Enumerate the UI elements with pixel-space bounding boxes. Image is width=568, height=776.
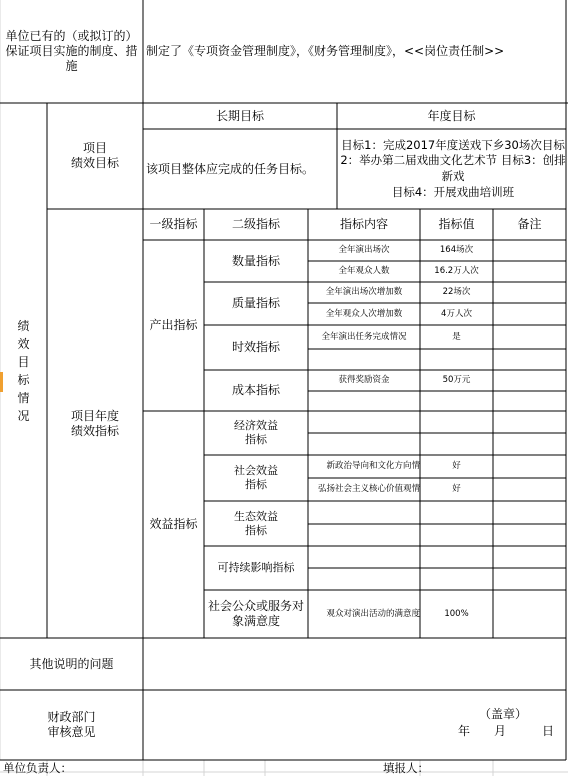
value-award-funds[interactable]: 50万元 bbox=[442, 375, 471, 386]
header-content: 指标内容 bbox=[339, 217, 388, 231]
finance-review-label: 财政部门 审核意见 bbox=[47, 710, 96, 739]
other-issues-label: 其他说明的问题 bbox=[29, 656, 114, 671]
level2-timeliness: 时效指标 bbox=[231, 340, 280, 354]
header-level2: 二级指标 bbox=[231, 217, 280, 231]
level2-sustainability: 可持续影响指标 bbox=[217, 561, 295, 575]
value-performance-increase[interactable]: 22场次 bbox=[442, 287, 471, 298]
long-term-value[interactable]: 该项目整体应完成的任务目标。 bbox=[146, 161, 315, 176]
section-label: 绩效目标情况 bbox=[17, 318, 30, 423]
day-label: 日 bbox=[541, 723, 554, 738]
section-label-wrap bbox=[0, 103, 47, 638]
level2-economic: 经济效益 指标 bbox=[234, 419, 278, 446]
seal-label: （盖章） bbox=[478, 706, 527, 721]
level2-quality: 质量指标 bbox=[231, 296, 280, 310]
value-performances[interactable]: 164场次 bbox=[439, 245, 474, 256]
unit-head-label: 单位负责人： bbox=[3, 760, 72, 775]
content-award-funds[interactable]: 获得奖励资金 bbox=[338, 375, 390, 386]
level1-output: 产出指标 bbox=[149, 318, 198, 332]
level1-benefit: 效益指标 bbox=[149, 517, 198, 531]
header-value: 指标值 bbox=[438, 217, 475, 231]
level2-satisfaction: 社会公众或服务对象满意度 bbox=[207, 599, 304, 628]
year-label: 年 bbox=[457, 723, 470, 738]
project-goal-label: 项目 绩效目标 bbox=[70, 141, 119, 170]
value-political-orientation[interactable]: 好 bbox=[452, 461, 461, 472]
value-audience-satisfaction[interactable]: 100% bbox=[444, 608, 469, 619]
content-audience-increase[interactable]: 全年观众人次增加数 bbox=[325, 308, 403, 319]
measures-label: 单位已有的（或拟订的）保证项目实施的制度、措施 bbox=[5, 29, 138, 73]
level2-cost: 成本指标 bbox=[231, 383, 280, 397]
content-performances[interactable]: 全年演出场次 bbox=[338, 245, 390, 256]
content-audience-satisfaction[interactable]: 观众对演出活动的满意度 bbox=[326, 608, 420, 619]
content-performance-increase[interactable]: 全年演出场次增加数 bbox=[325, 287, 403, 298]
level2-ecological: 生态效益 指标 bbox=[234, 509, 278, 537]
level2-social: 社会效益 指标 bbox=[234, 464, 278, 491]
header-level1: 一级指标 bbox=[149, 217, 198, 231]
annual-value[interactable]: 目标1：完成2017年度送戏下乡30场次目标2：举办第二届戏曲文化艺术节 目标3：创排新戏 目标4：开展戏曲培训班 bbox=[340, 137, 566, 199]
content-core-values[interactable]: 弘扬社会主义核心价值观情 bbox=[317, 484, 420, 495]
long-term-header: 长期目标 bbox=[215, 108, 264, 123]
content-audience[interactable]: 全年观众人数 bbox=[338, 266, 390, 277]
content-political-orientation[interactable]: 新政治导向和文化方向情 bbox=[326, 461, 420, 472]
value-task-completion[interactable]: 是 bbox=[452, 331, 461, 342]
filler-label: 填报人： bbox=[383, 760, 429, 775]
level2-quantity: 数量指标 bbox=[231, 253, 280, 268]
measures-value[interactable]: 制定了《专项资金管理制度》，《财务管理制度》，<<岗位责任制>> bbox=[146, 44, 505, 58]
value-core-values[interactable]: 好 bbox=[452, 484, 461, 495]
value-audience-increase[interactable]: 4万人次 bbox=[441, 308, 472, 319]
value-audience[interactable]: 16.2万人次 bbox=[434, 266, 479, 277]
annual-header: 年度目标 bbox=[427, 108, 476, 123]
content-task-completion[interactable]: 全年演出任务完成情况 bbox=[321, 331, 407, 342]
month-label: 月 bbox=[493, 723, 506, 738]
header-remark: 备注 bbox=[517, 217, 542, 231]
annual-indicators-label: 项目年度 绩效指标 bbox=[70, 408, 119, 438]
